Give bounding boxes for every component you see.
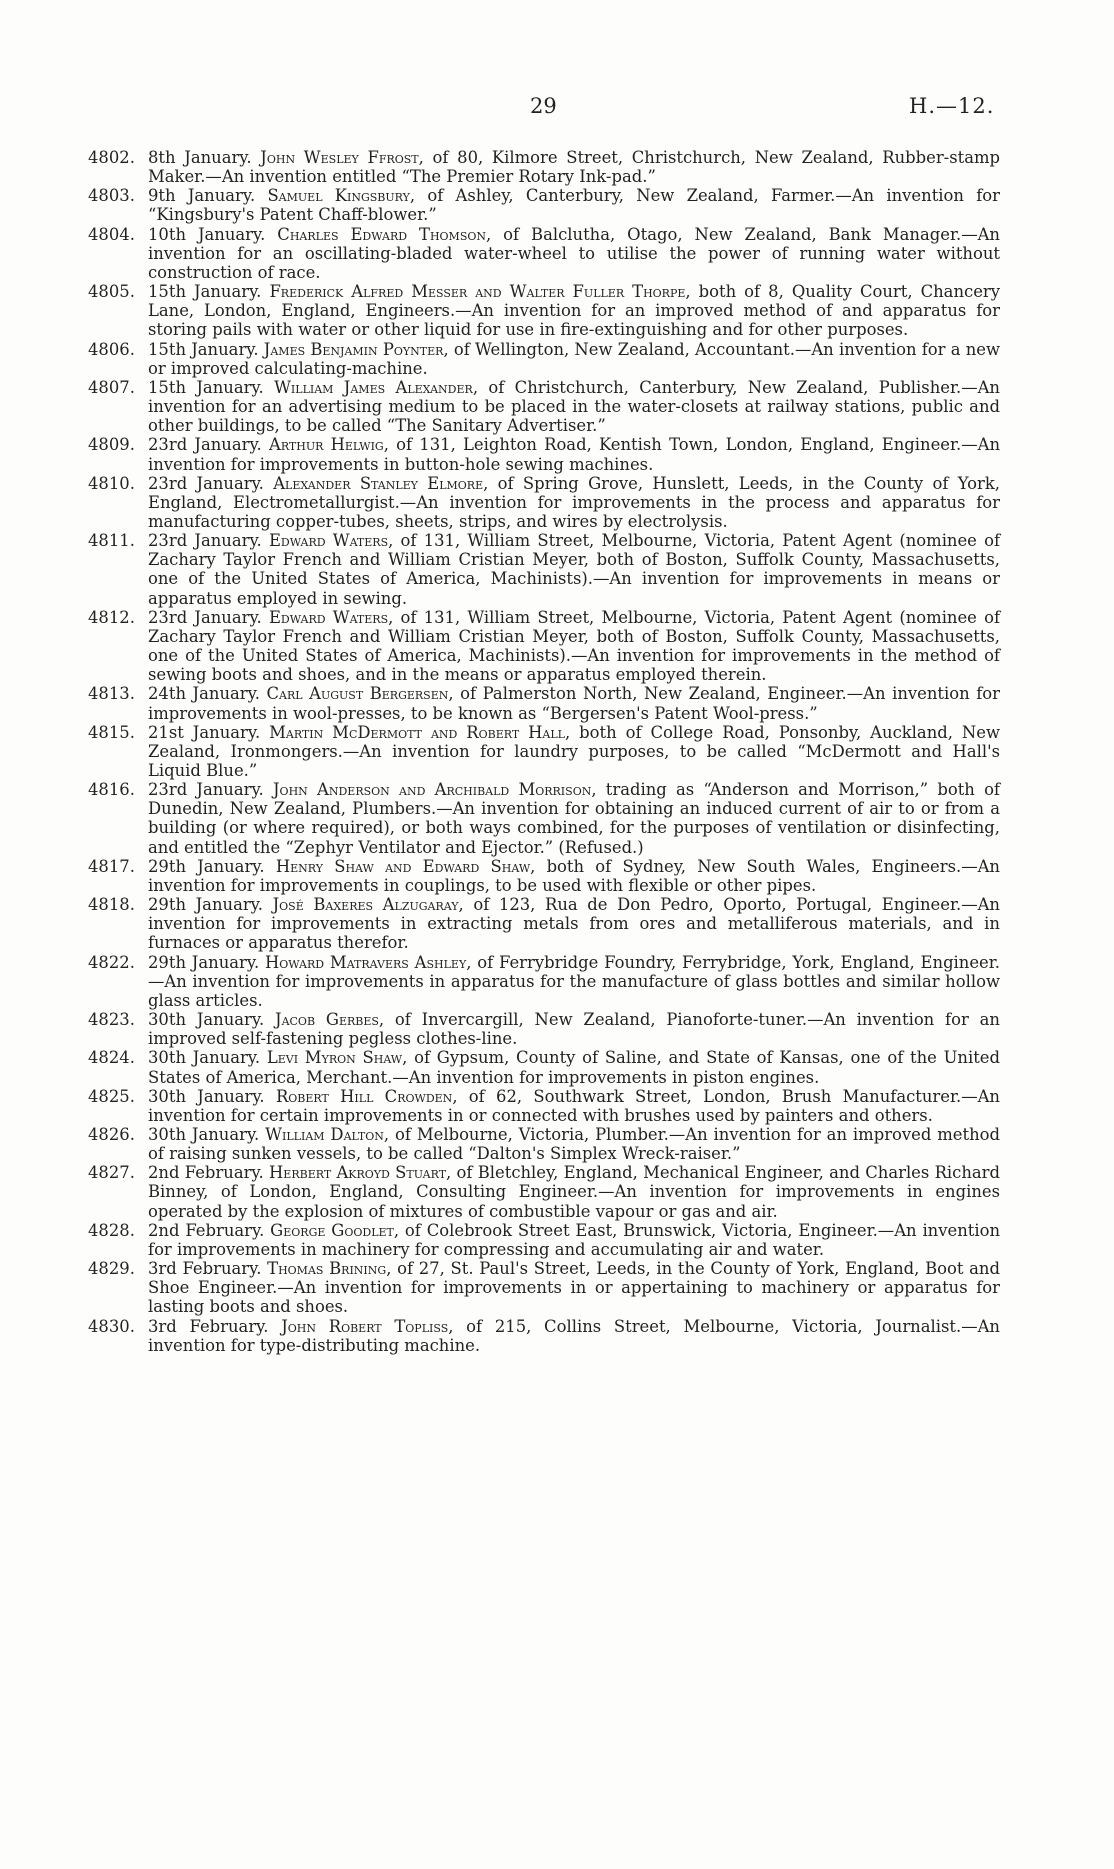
entry-names: Martin McDermott and Robert Hall [269,722,565,742]
entry-text: , of Bletchley, England, Mechanical Engineer, and Charles Richard Binney, of London, England, Consulting Engineer.—An invention for improvements in engines operated by the explosion of mixtures of combustible vapour or gas and air. [148,1163,1000,1221]
entry-date: 2nd February. [148,1220,265,1240]
entry-number: 4829. [88,1259,135,1279]
entry-text: , of 131, William Street, Melbourne, Victoria, Patent Agent (nominee of Zachary Taylor French and William Cristian Meyer, both of Boston, Suffolk County, Massachusetts, one of the United States of America, Machinists).—An invention for improvements in means or apparatus employed in sewing. [148,531,1001,608]
entry-text: , trading as “Anderson and Morrison,” both of Dunedin, New Zealand, Plumbers.—An invention for obtaining an induced current of air to or from a building (or where required), or both ways combined, for the purposes of ventilation or disinfecting, and entitled the “Zephyr Ventilator and Ejector.” (Refused.) [148,780,1001,857]
entry-names: Edward Waters [268,531,389,551]
entry-number: 4807. [88,377,135,397]
entry-date: 8th January. [148,148,252,167]
entry-date: 23rd January. [148,435,262,455]
entry-text: , of 123, Rua de Don Pedro, Oporto, Portugal, Engineer.—An invention for improvements in extracting metals from ores and metalliferous materials, and in furnaces or apparatus therefor. [148,895,1000,953]
entry-names: Robert Hill Crowden [275,1086,453,1106]
entry-date: 21st January. [148,722,261,742]
entry-date: 23rd January. [148,607,262,627]
entry-names: John Anderson and Archibald Morrison [272,780,592,800]
entry-text: , of 215, Collins Street, Melbourne, Victoria, Journalist.—An invention for type-distributing machine. [148,1316,1000,1355]
entry-body [148,378,1000,435]
patent-entry [88,282,1000,339]
patent-entry [88,435,1000,473]
entry-body [148,684,1000,722]
entry-date: 24th January. [148,684,260,704]
entry-date: 15th January. [148,282,262,302]
entry-number: 4816. [88,780,135,800]
entry-date: 2nd February. [148,1163,264,1183]
entry-date: 29th January. [148,952,260,972]
entry-names: Samuel Kingsbury [267,186,410,206]
entry-names: Herbert Akroyd Stuart [269,1163,447,1183]
entry-number: 4830. [88,1316,135,1336]
patent-entry [88,1259,1000,1316]
entry-names: Edward Waters [268,607,389,627]
entry-names: Alexander Stanley Elmore [273,473,484,493]
entry-date: 30th January. [148,1086,265,1106]
entry-text: , both of College Road, Ponsonby, Auckland, New Zealand, Ironmongers.—An invention for laundry purposes, to be called “McDermott and Hall's Liquid Blue.” [148,722,1000,780]
entry-date: 23rd January. [148,531,262,551]
entry-date: 15th January. [148,339,259,359]
entry-body [148,1087,1000,1125]
entry-body [148,186,1000,224]
patent-entry [88,340,1000,378]
entry-body [148,1259,1000,1316]
patent-entry [88,1221,1000,1259]
entry-names: Carl August Bergersen [266,684,449,704]
entry-names: John Wesley Ffrost [260,148,419,167]
document-reference: H.—12. [909,94,995,118]
entry-date: 3rd February. [148,1316,269,1336]
entry-body [148,1048,1000,1086]
entry-body [148,1125,1000,1163]
entry-date: 15th January. [148,377,264,397]
entry-number: 4806. [88,339,135,359]
entry-number: 4826. [88,1124,135,1144]
entry-body [148,282,1000,339]
entry-names: Jacob Gerbes [275,1010,379,1030]
entry-number: 4823. [88,1010,135,1030]
entry-names: William Dalton [265,1124,384,1144]
entry-body [148,148,1000,186]
entry-number: 4804. [88,224,135,244]
entry-text: , of Invercargill, New Zealand, Pianoforte-tuner.—An invention for an improved self-fastening pegless clothes-line. [148,1010,1000,1049]
entry-body [148,474,1000,531]
entry-body [148,531,1000,608]
entry-body [148,1163,1000,1220]
entry-date: 9th January. [148,186,256,206]
entry-body [148,723,1000,780]
entry-body [148,1010,1000,1048]
entry-date: 3rd February. [148,1259,262,1279]
entry-body [148,1221,1000,1259]
entry-text: , of Ashley, Canterbury, New Zealand, Farmer.—An invention for “Kingsbury's Patent Chaff-blower.” [148,186,1000,225]
entry-names: John Robert Topliss [281,1316,449,1336]
entry-text: , of 27, St. Paul's Street, Leeds, in the County of York, England, Boot and Shoe Engineer.—An invention for improvements in or appertaining to machinery or apparatus for lasting boots and shoes. [148,1259,1000,1317]
entry-date: 23rd January. [148,780,264,800]
entry-date: 29th January. [148,895,263,915]
entry-names: George Goodlet [270,1220,394,1240]
patent-entry [88,1087,1000,1125]
page-number: 29 [530,94,557,118]
entry-number: 4809. [88,435,135,455]
entry-body [148,340,1000,378]
entry-date: 29th January. [148,856,265,876]
entry-text: , both of Sydney, New South Wales, Engineers.—An invention for improvements in couplings, to be used with flexible or other pipes. [148,856,1000,895]
patent-entry [88,1010,1000,1048]
entry-number: 4818. [88,895,135,915]
entry-number: 4811. [88,531,135,551]
patent-entry [88,1125,1000,1163]
patent-entry [88,1048,1000,1086]
entry-body [148,895,1000,952]
entry-names: Arthur Helwig [268,435,384,455]
patent-entry [88,378,1000,435]
entry-number: 4828. [88,1220,135,1240]
entry-date: 30th January. [148,1048,261,1068]
entry-number: 4817. [88,856,135,876]
patent-entry [88,608,1000,685]
entry-number: 4822. [88,952,135,972]
entry-text: , of 80, Kilmore Street, Christchurch, New Zealand, Rubber-stamp Maker.—An invention entitled “The Premier Rotary Ink-pad.” [148,148,1001,187]
entry-number: 4813. [88,684,135,704]
entry-text: , both of 8, Quality Court, Chancery Lane, London, England, Engineers.—An invention for an improved method of and apparatus for storing pails with water or other liquid for use in fire-extinguishing and for other purposes. [148,282,1000,340]
entry-number: 4812. [88,607,135,627]
patent-entry [88,1163,1000,1220]
patent-entry [88,531,1000,608]
entry-date: 30th January. [148,1124,260,1144]
entry-names: José Baxeres Alzugaray [272,895,459,915]
patent-entry [88,474,1000,531]
patent-entries-list [88,148,1000,1355]
patent-entry [88,857,1000,895]
entry-text: , of Balclutha, Otago, New Zealand, Bank Manager.—An invention for an oscillating-bladed water-wheel to utilise the power of running water without construction of race. [148,224,1000,282]
entry-names: Charles Edward Thomson [277,224,486,244]
entry-body [148,953,1000,1010]
entry-names: Levi Myron Shaw [266,1048,403,1068]
entry-body [148,780,1000,857]
patent-entry [88,895,1000,952]
entry-text: , of Palmerston North, New Zealand, Engineer.—An invention for improvements in wool-presses, to be known as “Bergersen's Patent Wool-press.” [148,684,1000,723]
entry-number: 4810. [88,473,135,493]
patent-entry [88,953,1000,1010]
entry-text: , of Gypsum, County of Saline, and State of Kansas, one of the United States of America, Merchant.—An invention for improvements in piston engines. [148,1048,1000,1087]
entry-body [148,1317,1000,1355]
entry-body [148,435,1000,473]
entry-number: 4803. [88,186,135,206]
entry-number: 4815. [88,722,135,742]
entry-text: , of 131, Leighton Road, Kentish Town, London, England, Engineer.—An invention for improvements in button-hole sewing machines. [148,435,1000,474]
entry-number: 4805. [88,282,135,302]
entry-date: 30th January. [148,1010,265,1030]
patent-entry [88,225,1000,282]
entry-body [148,608,1000,685]
entry-text: , of Ferrybridge Foundry, Ferrybridge, York, England, Engineer.—An invention for improvements in apparatus for the manufacture of glass bottles and similar hollow glass articles. [148,952,1000,1010]
patent-entry [88,1317,1000,1355]
entry-text: , of Colebrook Street East, Brunswick, Victoria, Engineer.—An invention for improvements in machinery for compressing and accumulating air and water. [148,1220,1001,1259]
patent-entry [88,684,1000,722]
entry-body [148,225,1000,282]
patent-entry [88,780,1000,857]
entry-number: 4827. [88,1163,135,1183]
entry-names: Thomas Brining [267,1259,387,1279]
entry-names: William James Alexander [274,377,473,397]
entry-names: James Benjamin Poynter [263,339,444,359]
page-header [0,94,1114,124]
entry-number: 4802. [88,148,135,167]
entry-body [148,857,1000,895]
entry-number: 4824. [88,1048,135,1068]
entry-number: 4825. [88,1086,135,1106]
entry-text: , of Christchurch, Canterbury, New Zealand, Publisher.—An invention for an advertising medium to be placed in the water-closets at railway stations, public and other buildings, to be called “The Sanitary Advertiser.” [148,377,1000,436]
entry-date: 23rd January. [148,473,264,493]
patent-entry [88,148,1000,186]
entry-text: , of 131, William Street, Melbourne, Victoria, Patent Agent (nominee of Zachary Taylor French and William Cristian Meyer, both of Boston, Suffolk County, Massachusetts, one of the United States of America, Machinists).—An invention for improvements in the method of sewing boots and shoes, and in the means or apparatus employed therein. [148,607,1001,685]
entry-text: , of Wellington, New Zealand, Accountant.—An invention for a new or improved calculating-machine. [148,339,1000,378]
entry-text: , of Spring Grove, Hunslett, Leeds, in the County of York, England, Electrometallurgist.—An invention for improvements in the process and apparatus for manufacturing copper-tubes, sheets, strips, and wires by electrolysis. [148,473,1000,531]
patent-entry [88,723,1000,780]
entry-names: Howard Matravers Ashley [264,952,467,972]
entry-names: Frederick Alfred Messer and Walter Fuller Thorpe [269,282,686,302]
entry-text: , of Melbourne, Victoria, Plumber.—An invention for an improved method of raising sunken vessels, to be called “Dalton's Simplex Wreck-raiser.” [148,1124,1000,1164]
entry-text: , of 62, Southwark Street, London, Brush Manufacturer.—An invention for certain improvements in or connected with brushes used by painters and others. [148,1086,1000,1125]
patent-entry [88,186,1000,224]
entry-names: Henry Shaw and Edward Shaw [275,856,531,876]
entry-date: 10th January. [148,224,266,244]
